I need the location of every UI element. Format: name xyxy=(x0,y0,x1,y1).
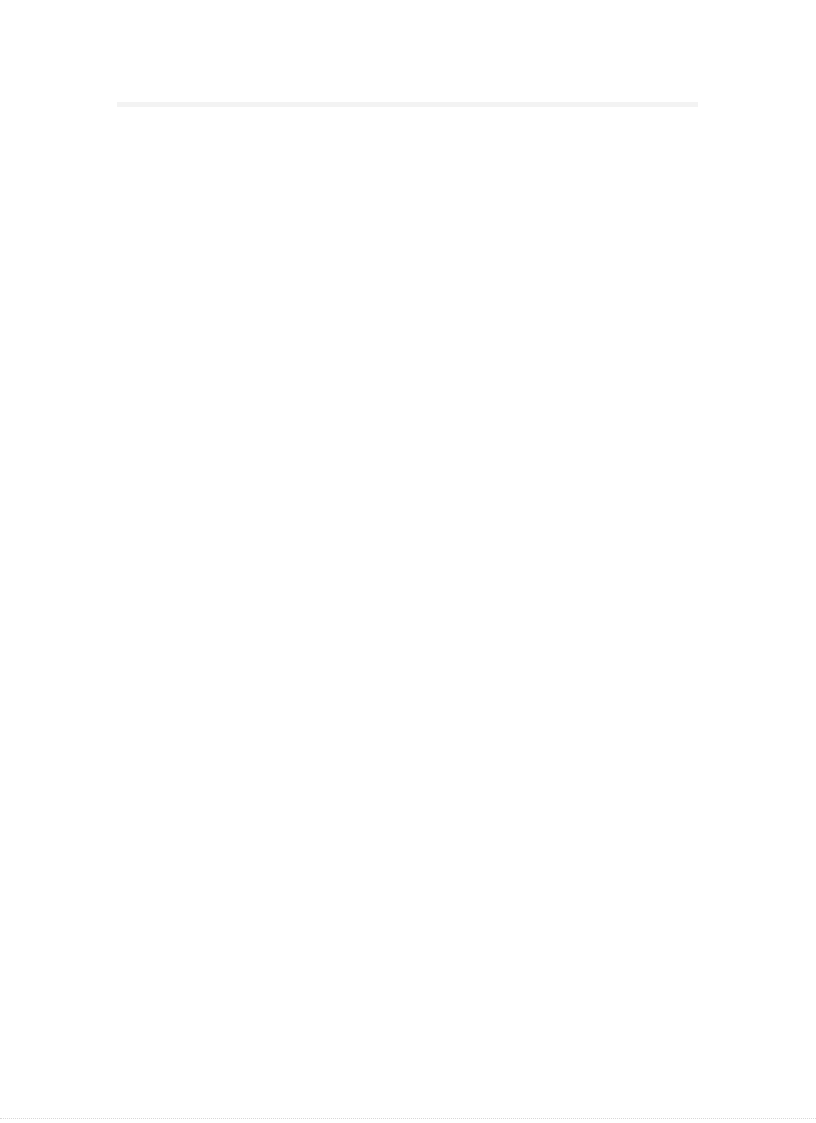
top-poem xyxy=(117,102,698,107)
document-page xyxy=(117,102,698,107)
page-bottom-rule xyxy=(0,1118,816,1120)
